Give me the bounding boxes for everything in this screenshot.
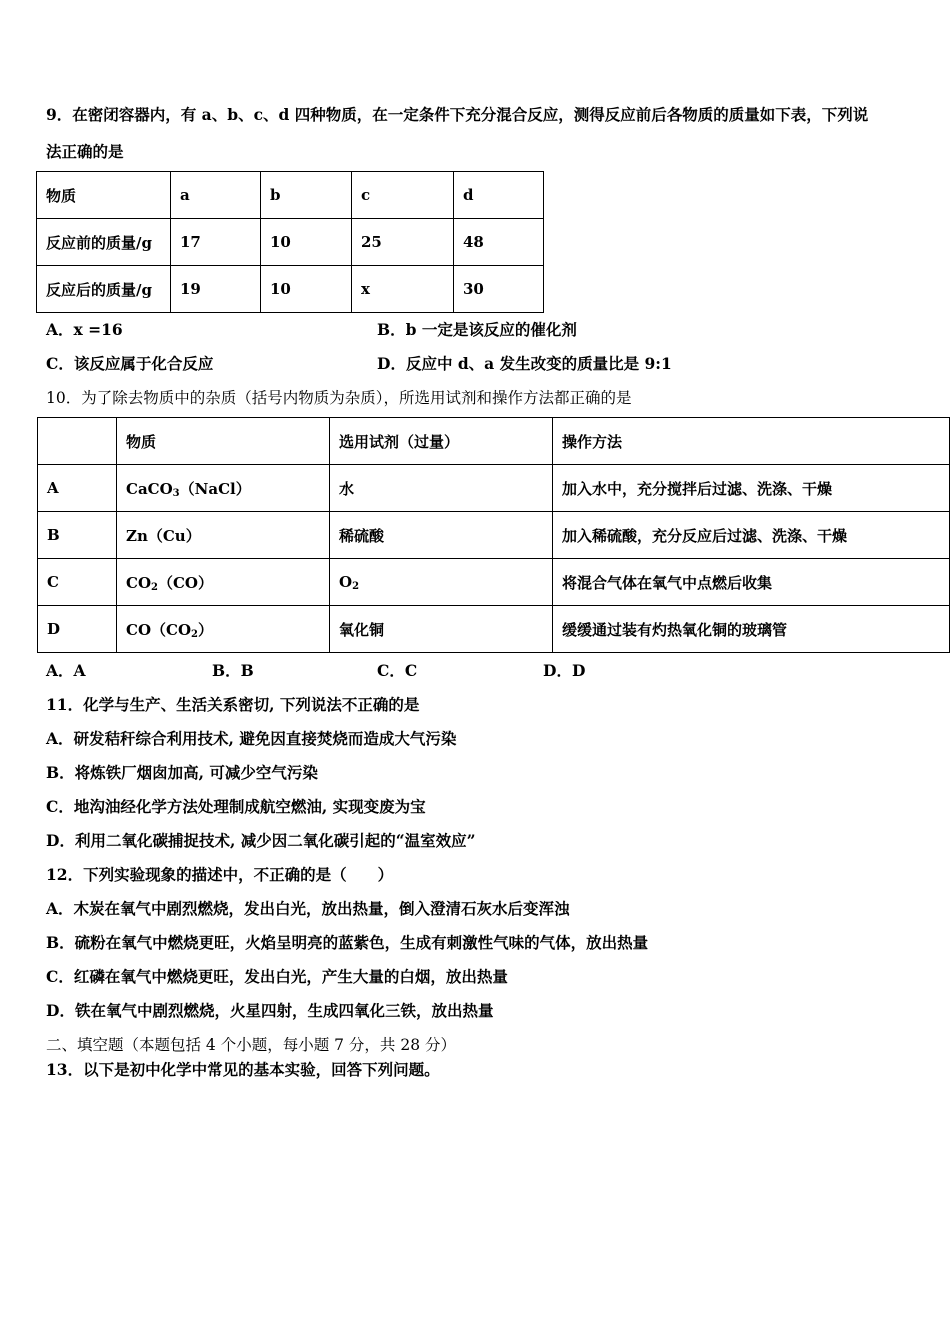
table-row [37, 172, 544, 219]
table-row [37, 266, 544, 313]
q9-option-d: D．反应中 d、a 发生改变的质量比是 9:1 [377, 354, 672, 373]
table-row [38, 559, 950, 606]
table-cell: 反应后的质量/g [37, 266, 171, 313]
q12-option-c: C．红磷在氧气中燃烧更旺，发出白光，产生大量的白烟，放出热量 [46, 967, 508, 986]
q10-table [37, 417, 950, 653]
table-row [38, 418, 950, 465]
table-cell: 加入稀硫酸，充分反应后过滤、洗涤、干燥 [553, 512, 950, 559]
q11-stem: 11．化学与生产、生活关系密切, 下列说法不正确的是 [46, 695, 420, 714]
table-row [38, 606, 950, 653]
table-row [38, 465, 950, 512]
table-cell: 水 [330, 465, 553, 512]
q9-stem-line1: 9．在密闭容器内，有 a、b、c、d 四种物质，在一定条件下充分混合反应，测得反应前后各物质的质量如下表，下列说 [46, 105, 869, 124]
table-cell: 25 [352, 219, 454, 266]
table-cell: 加入水中，充分搅拌后过滤、洗涤、干燥 [553, 465, 950, 512]
table-cell: $CO(CO_2)$ [117, 606, 330, 653]
q9-table [36, 171, 544, 313]
q10-option-a: A．A [46, 661, 86, 680]
table-cell: d [454, 172, 544, 219]
q10-stem: 10．为了除去物质中的杂质（括号内物质为杂质），所选用试剂和操作方法都正确的是 [46, 389, 632, 407]
q10-option-c: C．C [377, 661, 418, 680]
table-cell: 10 [261, 266, 352, 313]
q9-option-a: A．x =16 [46, 320, 123, 339]
table-cell: 稀硫酸 [330, 512, 553, 559]
table-cell: CaCO$_3$（NaCl） [117, 465, 330, 512]
table-cell: 19 [171, 266, 261, 313]
table-cell: 物质 [117, 418, 330, 465]
table-cell: 17 [171, 219, 261, 266]
table-cell: 操作方法 [553, 418, 950, 465]
table-cell: b [261, 172, 352, 219]
table-cell: 氧化铜 [330, 606, 553, 653]
table-cell: c [352, 172, 454, 219]
section-heading: 二、填空题（本题包括 4 个小题，每小题 7 分，共 28 分） [46, 1036, 457, 1054]
table-cell: Zn（Cu） [117, 512, 330, 559]
q11-option-a: A．研发秸秆综合利用技术, 避免因直接焚烧而造成大气污染 [46, 729, 457, 748]
q9-option-c: C．该反应属于化合反应 [46, 354, 214, 373]
table-cell: a [171, 172, 261, 219]
table-cell: x [352, 266, 454, 313]
table-cell: $CO_2(CO)$ [117, 559, 330, 606]
table-cell: 反应前的质量/g [37, 219, 171, 266]
table-cell: 选用试剂（过量） [330, 418, 553, 465]
table-cell: 缓缓通过装有灼热氧化铜的玻璃管 [553, 606, 950, 653]
table-cell: 48 [454, 219, 544, 266]
q9-option-b: B．b 一定是该反应的催化剂 [377, 320, 577, 339]
table-cell: D [38, 606, 117, 653]
q12-option-d: D．铁在氧气中剧烈燃烧，火星四射，生成四氧化三铁，放出热量 [46, 1001, 494, 1020]
q11-option-c: C．地沟油经化学方法处理制成航空燃油, 实现变废为宝 [46, 797, 426, 816]
table-cell [38, 418, 117, 465]
table-row [38, 512, 950, 559]
table-cell: 10 [261, 219, 352, 266]
table-row [37, 219, 544, 266]
q11-option-d: D．利用二氧化碳捕捉技术, 减少因二氧化碳引起的“温室效应” [46, 831, 476, 850]
table-cell: B [38, 512, 117, 559]
q10-option-d: D．D [543, 661, 586, 680]
table-cell: A [38, 465, 117, 512]
table-cell: $O_2$ [330, 559, 553, 606]
q12-stem: 12．下列实验现象的描述中，不正确的是（ ） [46, 865, 394, 884]
q12-option-a: A．木炭在氧气中剧烈燃烧，发出白光，放出热量，倒入澄清石灰水后变浑浊 [46, 899, 570, 918]
q10-option-b: B．B [212, 661, 254, 680]
table-cell: 将混合气体在氧气中点燃后收集 [553, 559, 950, 606]
table-cell: C [38, 559, 117, 606]
table-cell: 物质 [37, 172, 171, 219]
q9-stem-line2: 法正确的是 [46, 142, 124, 161]
q13-stem: 13．以下是初中化学中常见的基本实验，回答下列问题。 [46, 1060, 440, 1079]
q11-option-b: B．将炼铁厂烟囱加高, 可减少空气污染 [46, 763, 318, 782]
q12-option-b: B．硫粉在氧气中燃烧更旺，火焰呈明亮的蓝紫色，生成有刺激性气味的气体，放出热量 [46, 933, 649, 952]
table-cell: 30 [454, 266, 544, 313]
